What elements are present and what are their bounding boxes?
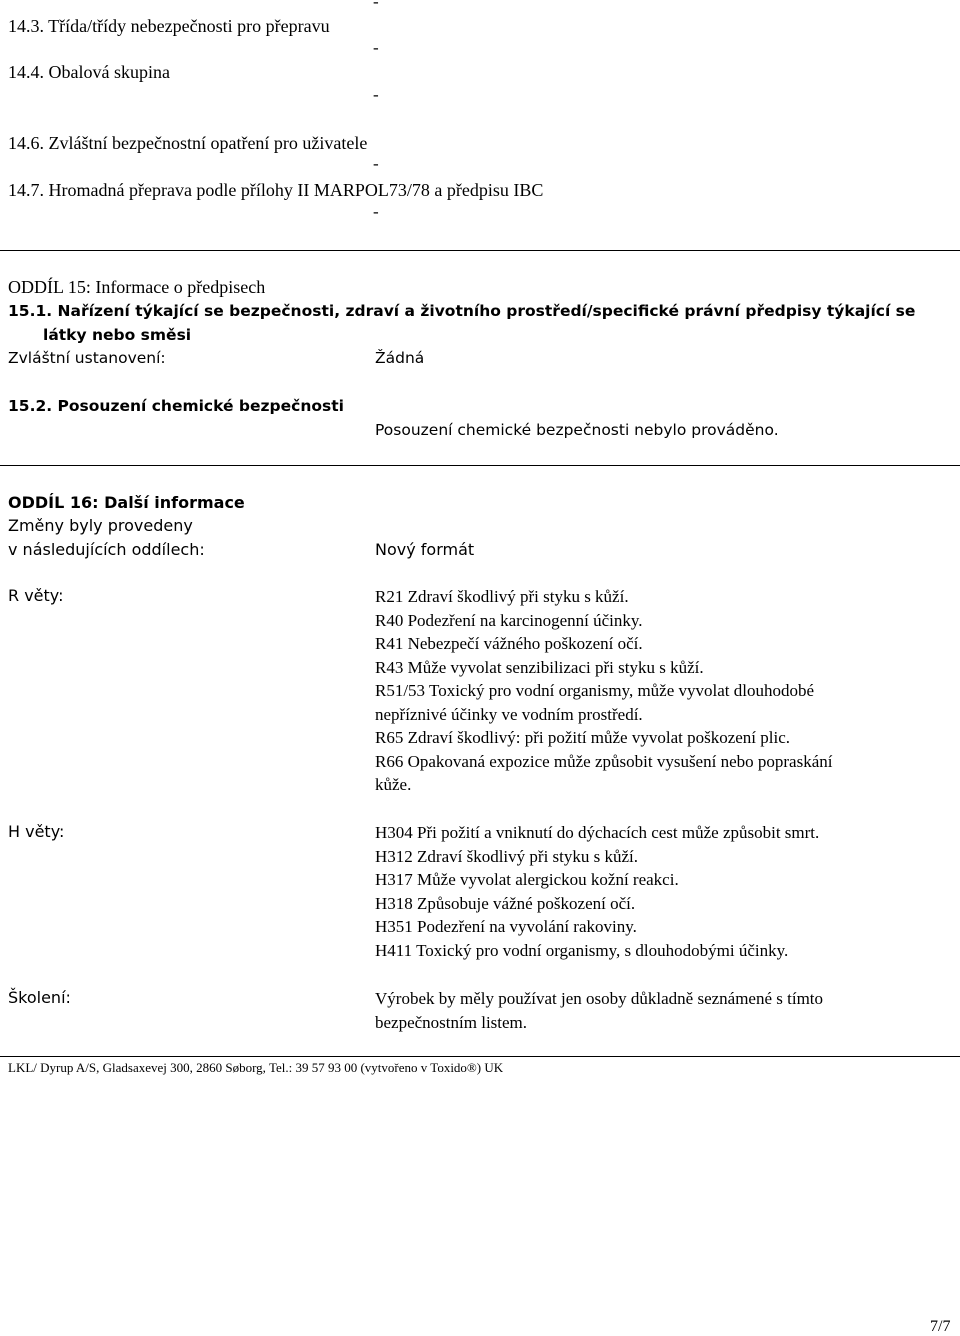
training-label: Školení:: [8, 988, 71, 1007]
list-item: kůže.: [375, 775, 412, 794]
r-phrases-list: [375, 585, 832, 797]
footer-text: LKL/ Dyrup A/S, Gladsaxevej 300, 2860 Søborg, Tel.: 39 57 93 00 (vytvořeno v Toxido®) UK: [8, 1060, 504, 1075]
list-item: R21 Zdraví škodlivý při styku s kůží.: [375, 587, 629, 606]
changes-value: Nový formát: [375, 540, 475, 559]
divider: [0, 250, 960, 251]
list-item: R43 Může vyvolat senzibilizaci při styku s kůží.: [375, 657, 704, 677]
section-15-1-title: 15.1. Nařízení týkající se bezpečnosti, zdraví a životního prostředí/specifické právní předpisy týkající se: [8, 302, 916, 320]
list-item: R65 Zdraví škodlivý: při požití může vyvolat poškození plic.: [375, 728, 791, 747]
list-item: H351 Podezření na vyvolání rakoviny.: [375, 917, 637, 936]
page-number: 7/7: [930, 1318, 951, 1335]
section-14-7-title: 14.7. Hromadná přeprava podle přílohy II MARPOL73/78 a předpisu IBC: [8, 180, 544, 200]
changes-label: Změny byly provedeny: [8, 516, 193, 535]
section-15-1-title-cont: látky nebo směsi: [43, 326, 192, 344]
h-phrases-list: [375, 821, 819, 962]
list-item: R66 Opakovaná expozice může způsobit vysušení nebo popraskání: [375, 751, 833, 771]
list-item: H304 Při požití a vniknutí do dýchacích cest může způsobit smrt.: [375, 823, 820, 842]
list-item: R41 Nebezpečí vážného poškození očí.: [375, 634, 643, 653]
list-item: H317 Může vyvolat alergickou kožní reakci.: [375, 870, 679, 889]
section-14-4-value: -: [373, 85, 379, 104]
list-item: R40 Podezření na karcinogenní účinky.: [375, 610, 643, 630]
h-phrases-label: H věty:: [8, 822, 65, 841]
section-15-heading: ODDÍL 15: Informace o předpisech: [8, 277, 266, 297]
list-item: H312 Zdraví škodlivý při styku s kůží.: [375, 846, 639, 866]
section-14-3-value: -: [373, 38, 379, 57]
dash-value: -: [373, 0, 379, 11]
special-provisions-value: Žádná: [375, 349, 425, 367]
list-item: H411 Toxický pro vodní organismy, s dlouhodobými účinky.: [375, 940, 789, 960]
list-item: Výrobek by měly používat jen osoby důkladně seznámené s tímto: [375, 989, 824, 1008]
list-item: R51/53 Toxický pro vodní organismy, může vyvolat dlouhodobé: [375, 681, 815, 700]
section-16-heading: ODDÍL 16: Další informace: [8, 493, 245, 512]
list-item: bezpečnostním listem.: [375, 1012, 528, 1032]
section-14-3-title: 14.3. Třída/třídy nebezpečnosti pro přepravu: [8, 16, 330, 36]
special-provisions-label: Zvláštní ustanovení:: [8, 349, 166, 367]
section-15-2-value: Posouzení chemické bezpečnosti nebylo prováděno.: [375, 421, 779, 439]
section-14-4-title: 14.4. Obalová skupina: [8, 62, 170, 82]
section-14-6-value: -: [373, 154, 379, 173]
divider: [0, 465, 960, 466]
changes-label-cont: v následujících oddílech:: [8, 540, 205, 559]
section-15-2-title: 15.2. Posouzení chemické bezpečnosti: [8, 397, 344, 415]
list-item: nepříznivé účinky ve vodním prostředí.: [375, 704, 643, 724]
section-14-7-value: -: [373, 202, 379, 221]
training-text: [375, 987, 823, 1034]
section-14-6-title: 14.6. Zvláštní bezpečnostní opatření pro uživatele: [8, 133, 368, 153]
footer-divider: [0, 1056, 960, 1057]
r-phrases-label: R věty:: [8, 586, 64, 605]
list-item: H318 Způsobuje vážné poškození očí.: [375, 893, 636, 913]
